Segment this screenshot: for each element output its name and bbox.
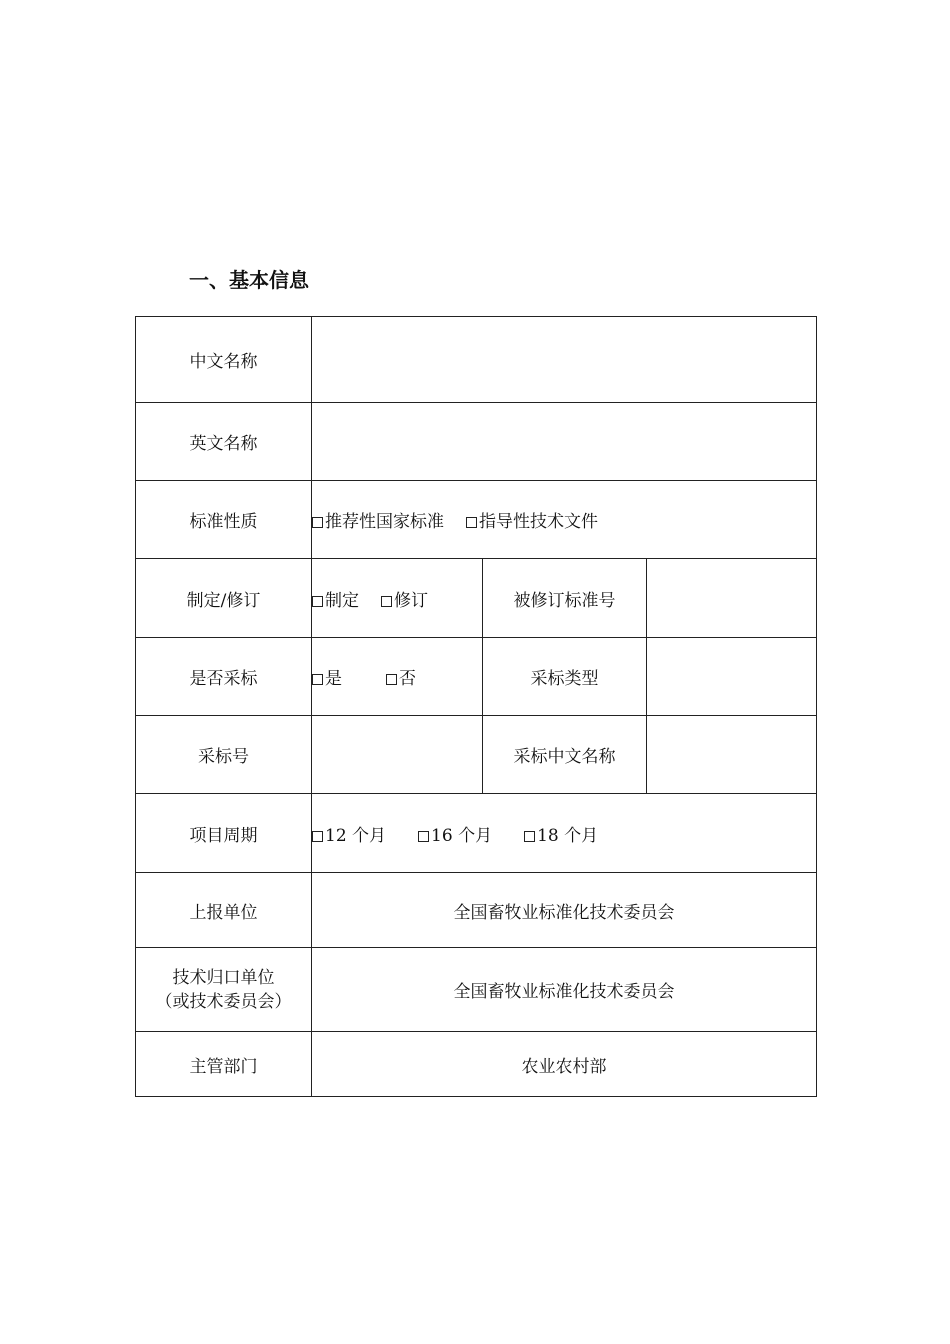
- section-title: 一、基本信息: [189, 268, 309, 292]
- option-label: 否: [399, 669, 416, 689]
- checkbox-icon[interactable]: [312, 674, 323, 685]
- adopt-chinese-name-field[interactable]: [647, 716, 817, 794]
- option-16-months[interactable]: [418, 821, 492, 846]
- chinese-name-field[interactable]: [312, 317, 817, 403]
- checkbox-icon[interactable]: [386, 674, 397, 685]
- option-guiding-technical-document[interactable]: [466, 507, 598, 532]
- project-period-label: 项目周期: [136, 794, 312, 873]
- revised-standard-number-field[interactable]: [647, 559, 817, 638]
- reporting-unit-label: 上报单位: [136, 873, 312, 948]
- adopt-type-field[interactable]: [647, 638, 817, 716]
- adopt-chinese-name-label: 采标中文名称: [483, 716, 647, 794]
- standard-nature-options: [312, 481, 817, 559]
- option-label: 推荐性国家标准: [325, 512, 444, 532]
- standard-nature-label: 标准性质: [136, 481, 312, 559]
- option-label: 16 个月: [431, 825, 493, 846]
- row-adopt-standard: [136, 638, 817, 716]
- adopt-standard-options: [312, 638, 483, 716]
- revised-standard-number-label: 被修订标准号: [483, 559, 647, 638]
- adopt-number-field[interactable]: [312, 716, 483, 794]
- option-label: 制定: [325, 590, 359, 611]
- english-name-label: 英文名称: [136, 403, 312, 481]
- checkbox-icon[interactable]: [381, 596, 392, 607]
- adopt-standard-label: 是否采标: [136, 638, 312, 716]
- technical-unit-label-line2: （或技术委员会）: [155, 991, 292, 1012]
- chinese-name-label: 中文名称: [136, 317, 312, 403]
- reporting-unit-value: 全国畜牧业标准化技术委员会: [312, 873, 817, 948]
- english-name-field[interactable]: [312, 403, 817, 481]
- establish-revise-options: [312, 559, 483, 638]
- option-label: 18 个月: [537, 825, 599, 846]
- option-18-months[interactable]: [524, 821, 598, 846]
- option-label: 12 个月: [325, 825, 387, 846]
- option-label: 指导性技术文件: [479, 512, 598, 532]
- checkbox-icon[interactable]: [418, 831, 429, 842]
- row-project-period: [136, 794, 817, 873]
- option-recommended-national-standard[interactable]: [312, 507, 444, 532]
- project-period-options: [312, 794, 817, 873]
- establish-revise-label: 制定/修订: [136, 559, 312, 638]
- technical-unit-label-line1: 技术归口单位: [172, 967, 275, 988]
- row-adopt-number: [136, 716, 817, 794]
- option-12-months[interactable]: [312, 821, 386, 846]
- technical-unit-label: [136, 948, 312, 1032]
- row-chinese-name: [136, 317, 817, 403]
- adopt-number-label: 采标号: [136, 716, 312, 794]
- row-technical-unit: [136, 948, 817, 1032]
- checkbox-icon[interactable]: [524, 831, 535, 842]
- checkbox-icon[interactable]: [312, 596, 323, 607]
- checkbox-icon[interactable]: [466, 517, 477, 528]
- row-establish-revise: [136, 559, 817, 638]
- option-yes[interactable]: [312, 664, 342, 689]
- row-english-name: [136, 403, 817, 481]
- competent-department-value: 农业农村部: [312, 1032, 817, 1097]
- checkbox-icon[interactable]: [312, 517, 323, 528]
- option-no[interactable]: [386, 664, 416, 689]
- row-reporting-unit: [136, 873, 817, 948]
- row-standard-nature: [136, 481, 817, 559]
- option-label: 是: [325, 669, 342, 689]
- basic-info-table: [135, 316, 817, 1097]
- option-establish[interactable]: [312, 586, 359, 611]
- adopt-type-label: 采标类型: [483, 638, 647, 716]
- option-label: 修订: [394, 590, 428, 611]
- row-competent-department: [136, 1032, 817, 1097]
- competent-department-label: 主管部门: [136, 1032, 312, 1097]
- option-revise[interactable]: [381, 586, 428, 611]
- technical-unit-value: 全国畜牧业标准化技术委员会: [312, 948, 817, 1032]
- checkbox-icon[interactable]: [312, 831, 323, 842]
